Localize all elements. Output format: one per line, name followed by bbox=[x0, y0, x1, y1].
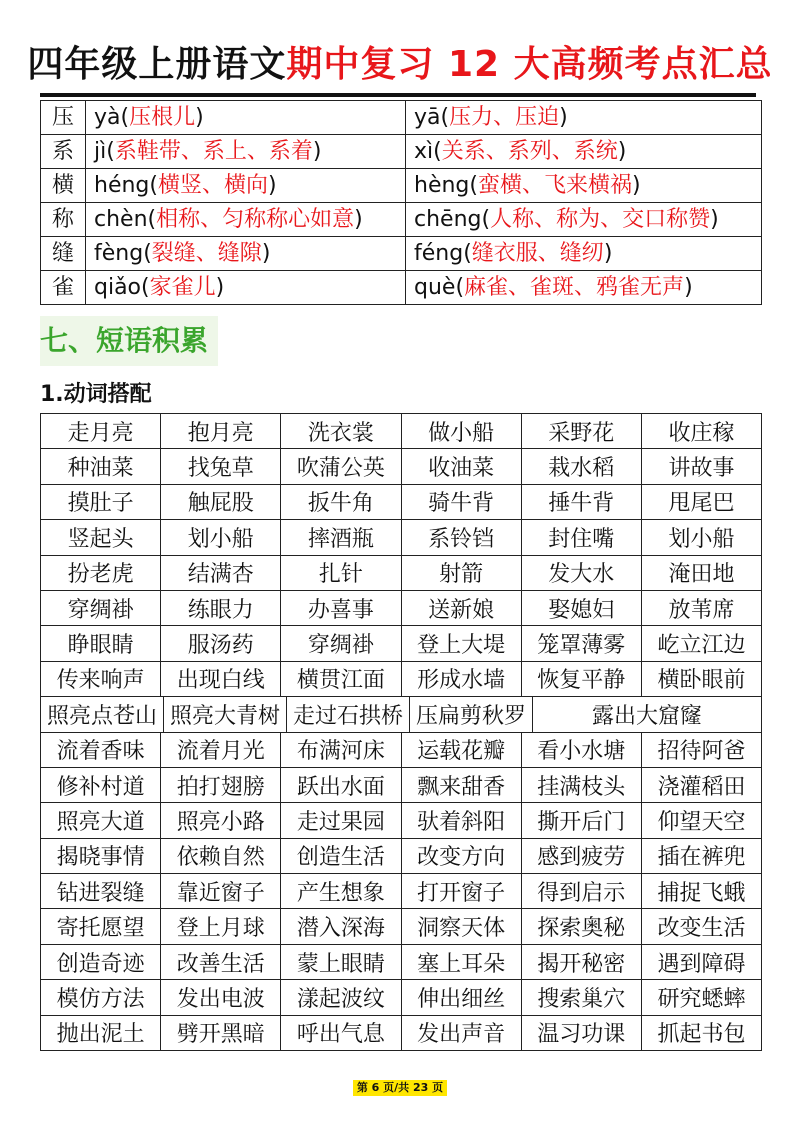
phrase-row bbox=[40, 803, 762, 838]
phrase-cell: 穿绸褂 bbox=[40, 591, 160, 625]
phrase-cell: 骑牛背 bbox=[401, 485, 521, 519]
phrase-cell: 走过石拱桥 bbox=[286, 697, 409, 731]
phrase-cell: 服汤药 bbox=[160, 626, 280, 660]
phrase-cell: 依赖自然 bbox=[160, 839, 280, 873]
reading-2-pinyin: xì bbox=[414, 139, 434, 164]
phrase-cell: 走月亮 bbox=[40, 414, 160, 448]
reading-1: fèng(裂缝、缝隙) bbox=[86, 237, 406, 271]
polyphone-table bbox=[40, 100, 762, 305]
reading-1-pinyin: qiǎo bbox=[94, 275, 142, 300]
phrase-grid bbox=[40, 413, 762, 1051]
phrase-cell: 寄托愿望 bbox=[40, 909, 160, 943]
page-footer bbox=[0, 1076, 800, 1096]
phrase-row bbox=[40, 556, 762, 591]
phrase-row bbox=[40, 520, 762, 555]
phrase-cell: 发出电波 bbox=[160, 980, 280, 1014]
polyphone-row bbox=[41, 169, 762, 203]
phrase-cell: 潜入深海 bbox=[280, 909, 400, 943]
reading-1-pinyin: fèng bbox=[94, 241, 144, 266]
phrase-cell: 摸肚子 bbox=[40, 485, 160, 519]
phrase-cell: 放苇席 bbox=[641, 591, 762, 625]
page-title bbox=[0, 40, 800, 90]
phrase-cell: 捶牛背 bbox=[521, 485, 641, 519]
phrase-cell: 改变方向 bbox=[401, 839, 521, 873]
polyphone-char: 缝 bbox=[41, 237, 86, 271]
phrase-cell: 遇到障碍 bbox=[641, 945, 762, 979]
phrase-cell: 改变生活 bbox=[641, 909, 762, 943]
phrase-cell: 甩尾巴 bbox=[641, 485, 762, 519]
phrase-cell: 探索奥秘 bbox=[521, 909, 641, 943]
reading-2-pinyin: chēng bbox=[414, 207, 482, 232]
phrase-cell: 露出大窟窿 bbox=[532, 697, 762, 731]
phrase-cell: 驮着斜阳 bbox=[401, 803, 521, 837]
phrase-cell: 挂满枝头 bbox=[521, 768, 641, 802]
reading-2: xì(关系、系列、系统) bbox=[406, 135, 762, 169]
phrase-row bbox=[40, 414, 762, 449]
reading-1-words: 横竖、横向 bbox=[157, 173, 268, 198]
phrase-cell: 划小船 bbox=[641, 520, 762, 554]
phrase-cell: 靠近窗子 bbox=[160, 874, 280, 908]
reading-1-words: 裂缝、缝隙 bbox=[151, 241, 262, 266]
phrase-cell: 招待阿爸 bbox=[641, 733, 762, 767]
phrase-cell: 练眼力 bbox=[160, 591, 280, 625]
polyphone-row bbox=[41, 101, 762, 135]
phrase-cell: 触屁股 bbox=[160, 485, 280, 519]
phrase-cell: 照亮大道 bbox=[40, 803, 160, 837]
title-underline bbox=[40, 93, 756, 97]
reading-1-words: 压根儿 bbox=[129, 105, 196, 130]
phrase-cell: 洗衣裳 bbox=[280, 414, 400, 448]
title-part-topic: 期中复习 12 大高频考点汇总 bbox=[286, 44, 773, 85]
title-part-grade: 四年级上册语文 bbox=[27, 44, 287, 85]
phrase-cell: 系铃铛 bbox=[401, 520, 521, 554]
phrase-row bbox=[40, 980, 762, 1015]
reading-2-words: 缝衣服、缝纫 bbox=[471, 241, 604, 266]
phrase-row bbox=[40, 697, 762, 732]
reading-2-words: 压力、压迫 bbox=[449, 105, 560, 130]
polyphone-row bbox=[41, 203, 762, 237]
reading-2-words: 关系、系列、系统 bbox=[441, 139, 618, 164]
phrase-cell: 出现白线 bbox=[160, 662, 280, 696]
section-heading: 七、短语积累 bbox=[40, 324, 209, 357]
phrase-cell: 收油菜 bbox=[401, 449, 521, 483]
phrase-cell: 摔酒瓶 bbox=[280, 520, 400, 554]
phrase-cell: 收庄稼 bbox=[641, 414, 762, 448]
phrase-cell: 搜索巢穴 bbox=[521, 980, 641, 1014]
reading-1: chèn(相称、匀称称心如意) bbox=[86, 203, 406, 237]
reading-1-words: 系鞋带、系上、系着 bbox=[114, 139, 313, 164]
phrase-cell: 登上月球 bbox=[160, 909, 280, 943]
phrase-cell: 模仿方法 bbox=[40, 980, 160, 1014]
polyphone-row bbox=[41, 237, 762, 271]
phrase-row bbox=[40, 839, 762, 874]
phrase-cell: 照亮大青树 bbox=[163, 697, 286, 731]
subsection-heading: 1.动词搭配 bbox=[40, 382, 152, 407]
phrase-cell: 娶媳妇 bbox=[521, 591, 641, 625]
phrase-cell: 布满河床 bbox=[280, 733, 400, 767]
phrase-cell: 伸出细丝 bbox=[401, 980, 521, 1014]
reading-1: jì(系鞋带、系上、系着) bbox=[86, 135, 406, 169]
phrase-cell: 结满杏 bbox=[160, 556, 280, 590]
phrase-cell: 洞察天体 bbox=[401, 909, 521, 943]
phrase-cell: 扎针 bbox=[280, 556, 400, 590]
phrase-row bbox=[40, 768, 762, 803]
reading-2: yā(压力、压迫) bbox=[406, 101, 762, 135]
reading-1: yà(压根儿) bbox=[86, 101, 406, 135]
phrase-cell: 抱月亮 bbox=[160, 414, 280, 448]
phrase-cell: 穿绸褂 bbox=[280, 626, 400, 660]
phrase-cell: 扮老虎 bbox=[40, 556, 160, 590]
phrase-cell: 插在裤兜 bbox=[641, 839, 762, 873]
reading-1-pinyin: chèn bbox=[94, 207, 148, 232]
phrase-cell: 改善生活 bbox=[160, 945, 280, 979]
phrase-cell: 扳牛角 bbox=[280, 485, 400, 519]
reading-2-pinyin: yā bbox=[414, 105, 441, 130]
phrase-cell: 得到启示 bbox=[521, 874, 641, 908]
reading-2-words: 麻雀、雀斑、鸦雀无声 bbox=[464, 275, 685, 300]
phrase-cell: 揭开秘密 bbox=[521, 945, 641, 979]
polyphone-char: 横 bbox=[41, 169, 86, 203]
phrase-cell: 劈开黑暗 bbox=[160, 1016, 280, 1050]
phrase-cell: 照亮小路 bbox=[160, 803, 280, 837]
reading-1-pinyin: yà bbox=[94, 105, 121, 130]
phrase-row bbox=[40, 626, 762, 661]
phrase-row bbox=[40, 591, 762, 626]
phrase-cell: 恢复平静 bbox=[521, 662, 641, 696]
phrase-cell: 送新娘 bbox=[401, 591, 521, 625]
phrase-cell: 办喜事 bbox=[280, 591, 400, 625]
phrase-cell: 划小船 bbox=[160, 520, 280, 554]
reading-2-pinyin: féng bbox=[414, 241, 464, 266]
phrase-cell: 走过果园 bbox=[280, 803, 400, 837]
phrase-cell: 揭晓事情 bbox=[40, 839, 160, 873]
reading-2: hèng(蛮横、飞来横祸) bbox=[406, 169, 762, 203]
phrase-row bbox=[40, 945, 762, 980]
phrase-row bbox=[40, 874, 762, 909]
phrase-cell: 跃出水面 bbox=[280, 768, 400, 802]
phrase-cell: 浇灌稻田 bbox=[641, 768, 762, 802]
phrase-cell: 感到疲劳 bbox=[521, 839, 641, 873]
phrase-cell: 传来响声 bbox=[40, 662, 160, 696]
phrase-cell: 登上大堤 bbox=[401, 626, 521, 660]
phrase-cell: 塞上耳朵 bbox=[401, 945, 521, 979]
page-number: 第 6 页/共 23 页 bbox=[353, 1080, 447, 1096]
reading-2-words: 人称、称为、交口称赞 bbox=[490, 207, 711, 232]
phrase-cell: 创造奇迹 bbox=[40, 945, 160, 979]
reading-1-words: 相称、匀称称心如意 bbox=[156, 207, 355, 232]
reading-1: héng(横竖、横向) bbox=[86, 169, 406, 203]
phrase-cell: 发出声音 bbox=[401, 1016, 521, 1050]
phrase-cell: 横卧眼前 bbox=[641, 662, 762, 696]
phrase-cell: 产生想象 bbox=[280, 874, 400, 908]
phrase-cell: 温习功课 bbox=[521, 1016, 641, 1050]
phrase-cell: 屹立江边 bbox=[641, 626, 762, 660]
phrase-cell: 栽水稻 bbox=[521, 449, 641, 483]
reading-2-words: 蛮横、飞来横祸 bbox=[477, 173, 632, 198]
phrase-cell: 横贯江面 bbox=[280, 662, 400, 696]
phrase-row bbox=[40, 449, 762, 484]
polyphone-row bbox=[41, 271, 762, 305]
phrase-cell: 睁眼睛 bbox=[40, 626, 160, 660]
section-heading-box bbox=[40, 316, 218, 366]
phrase-cell: 发大水 bbox=[521, 556, 641, 590]
phrase-cell: 创造生活 bbox=[280, 839, 400, 873]
polyphone-row bbox=[41, 135, 762, 169]
polyphone-char: 雀 bbox=[41, 271, 86, 305]
phrase-cell: 照亮点苍山 bbox=[40, 697, 163, 731]
polyphone-char: 称 bbox=[41, 203, 86, 237]
reading-1-pinyin: jì bbox=[94, 139, 107, 164]
phrase-cell: 撕开后门 bbox=[521, 803, 641, 837]
phrase-cell: 研究蟋蟀 bbox=[641, 980, 762, 1014]
phrase-cell: 形成水墙 bbox=[401, 662, 521, 696]
phrase-cell: 吹蒲公英 bbox=[280, 449, 400, 483]
phrase-row bbox=[40, 909, 762, 944]
phrase-row bbox=[40, 662, 762, 697]
phrase-cell: 拍打翅膀 bbox=[160, 768, 280, 802]
reading-2: chēng(人称、称为、交口称赞) bbox=[406, 203, 762, 237]
phrase-cell: 射箭 bbox=[401, 556, 521, 590]
polyphone-char: 系 bbox=[41, 135, 86, 169]
phrase-cell: 钻进裂缝 bbox=[40, 874, 160, 908]
phrase-cell: 飘来甜香 bbox=[401, 768, 521, 802]
phrase-cell: 抛出泥土 bbox=[40, 1016, 160, 1050]
phrase-cell: 采野花 bbox=[521, 414, 641, 448]
phrase-cell: 蒙上眼睛 bbox=[280, 945, 400, 979]
phrase-cell: 做小船 bbox=[401, 414, 521, 448]
phrase-cell: 捕捉飞蛾 bbox=[641, 874, 762, 908]
phrase-cell: 呼出气息 bbox=[280, 1016, 400, 1050]
phrase-cell: 淹田地 bbox=[641, 556, 762, 590]
phrase-row bbox=[40, 1016, 762, 1051]
phrase-cell: 抓起书包 bbox=[641, 1016, 762, 1050]
phrase-cell: 找兔草 bbox=[160, 449, 280, 483]
polyphone-char: 压 bbox=[41, 101, 86, 135]
reading-1-pinyin: héng bbox=[94, 173, 150, 198]
phrase-cell: 流着香味 bbox=[40, 733, 160, 767]
reading-1-words: 家雀儿 bbox=[149, 275, 216, 300]
phrase-row bbox=[40, 733, 762, 768]
phrase-row bbox=[40, 485, 762, 520]
phrase-cell: 看小水塘 bbox=[521, 733, 641, 767]
phrase-cell: 仰望天空 bbox=[641, 803, 762, 837]
reading-1: qiǎo(家雀儿) bbox=[86, 271, 406, 305]
phrase-cell: 运载花瓣 bbox=[401, 733, 521, 767]
reading-2: què(麻雀、雀斑、鸦雀无声) bbox=[406, 271, 762, 305]
phrase-cell: 打开窗子 bbox=[401, 874, 521, 908]
reading-2: féng(缝衣服、缝纫) bbox=[406, 237, 762, 271]
phrase-cell: 笼罩薄雾 bbox=[521, 626, 641, 660]
phrase-cell: 流着月光 bbox=[160, 733, 280, 767]
phrase-cell: 封住嘴 bbox=[521, 520, 641, 554]
phrase-cell: 压扁剪秋罗 bbox=[409, 697, 532, 731]
phrase-cell: 讲故事 bbox=[641, 449, 762, 483]
phrase-cell: 种油菜 bbox=[40, 449, 160, 483]
phrase-cell: 漾起波纹 bbox=[280, 980, 400, 1014]
reading-2-pinyin: hèng bbox=[414, 173, 470, 198]
phrase-cell: 竖起头 bbox=[40, 520, 160, 554]
phrase-cell: 修补村道 bbox=[40, 768, 160, 802]
reading-2-pinyin: què bbox=[414, 275, 456, 300]
